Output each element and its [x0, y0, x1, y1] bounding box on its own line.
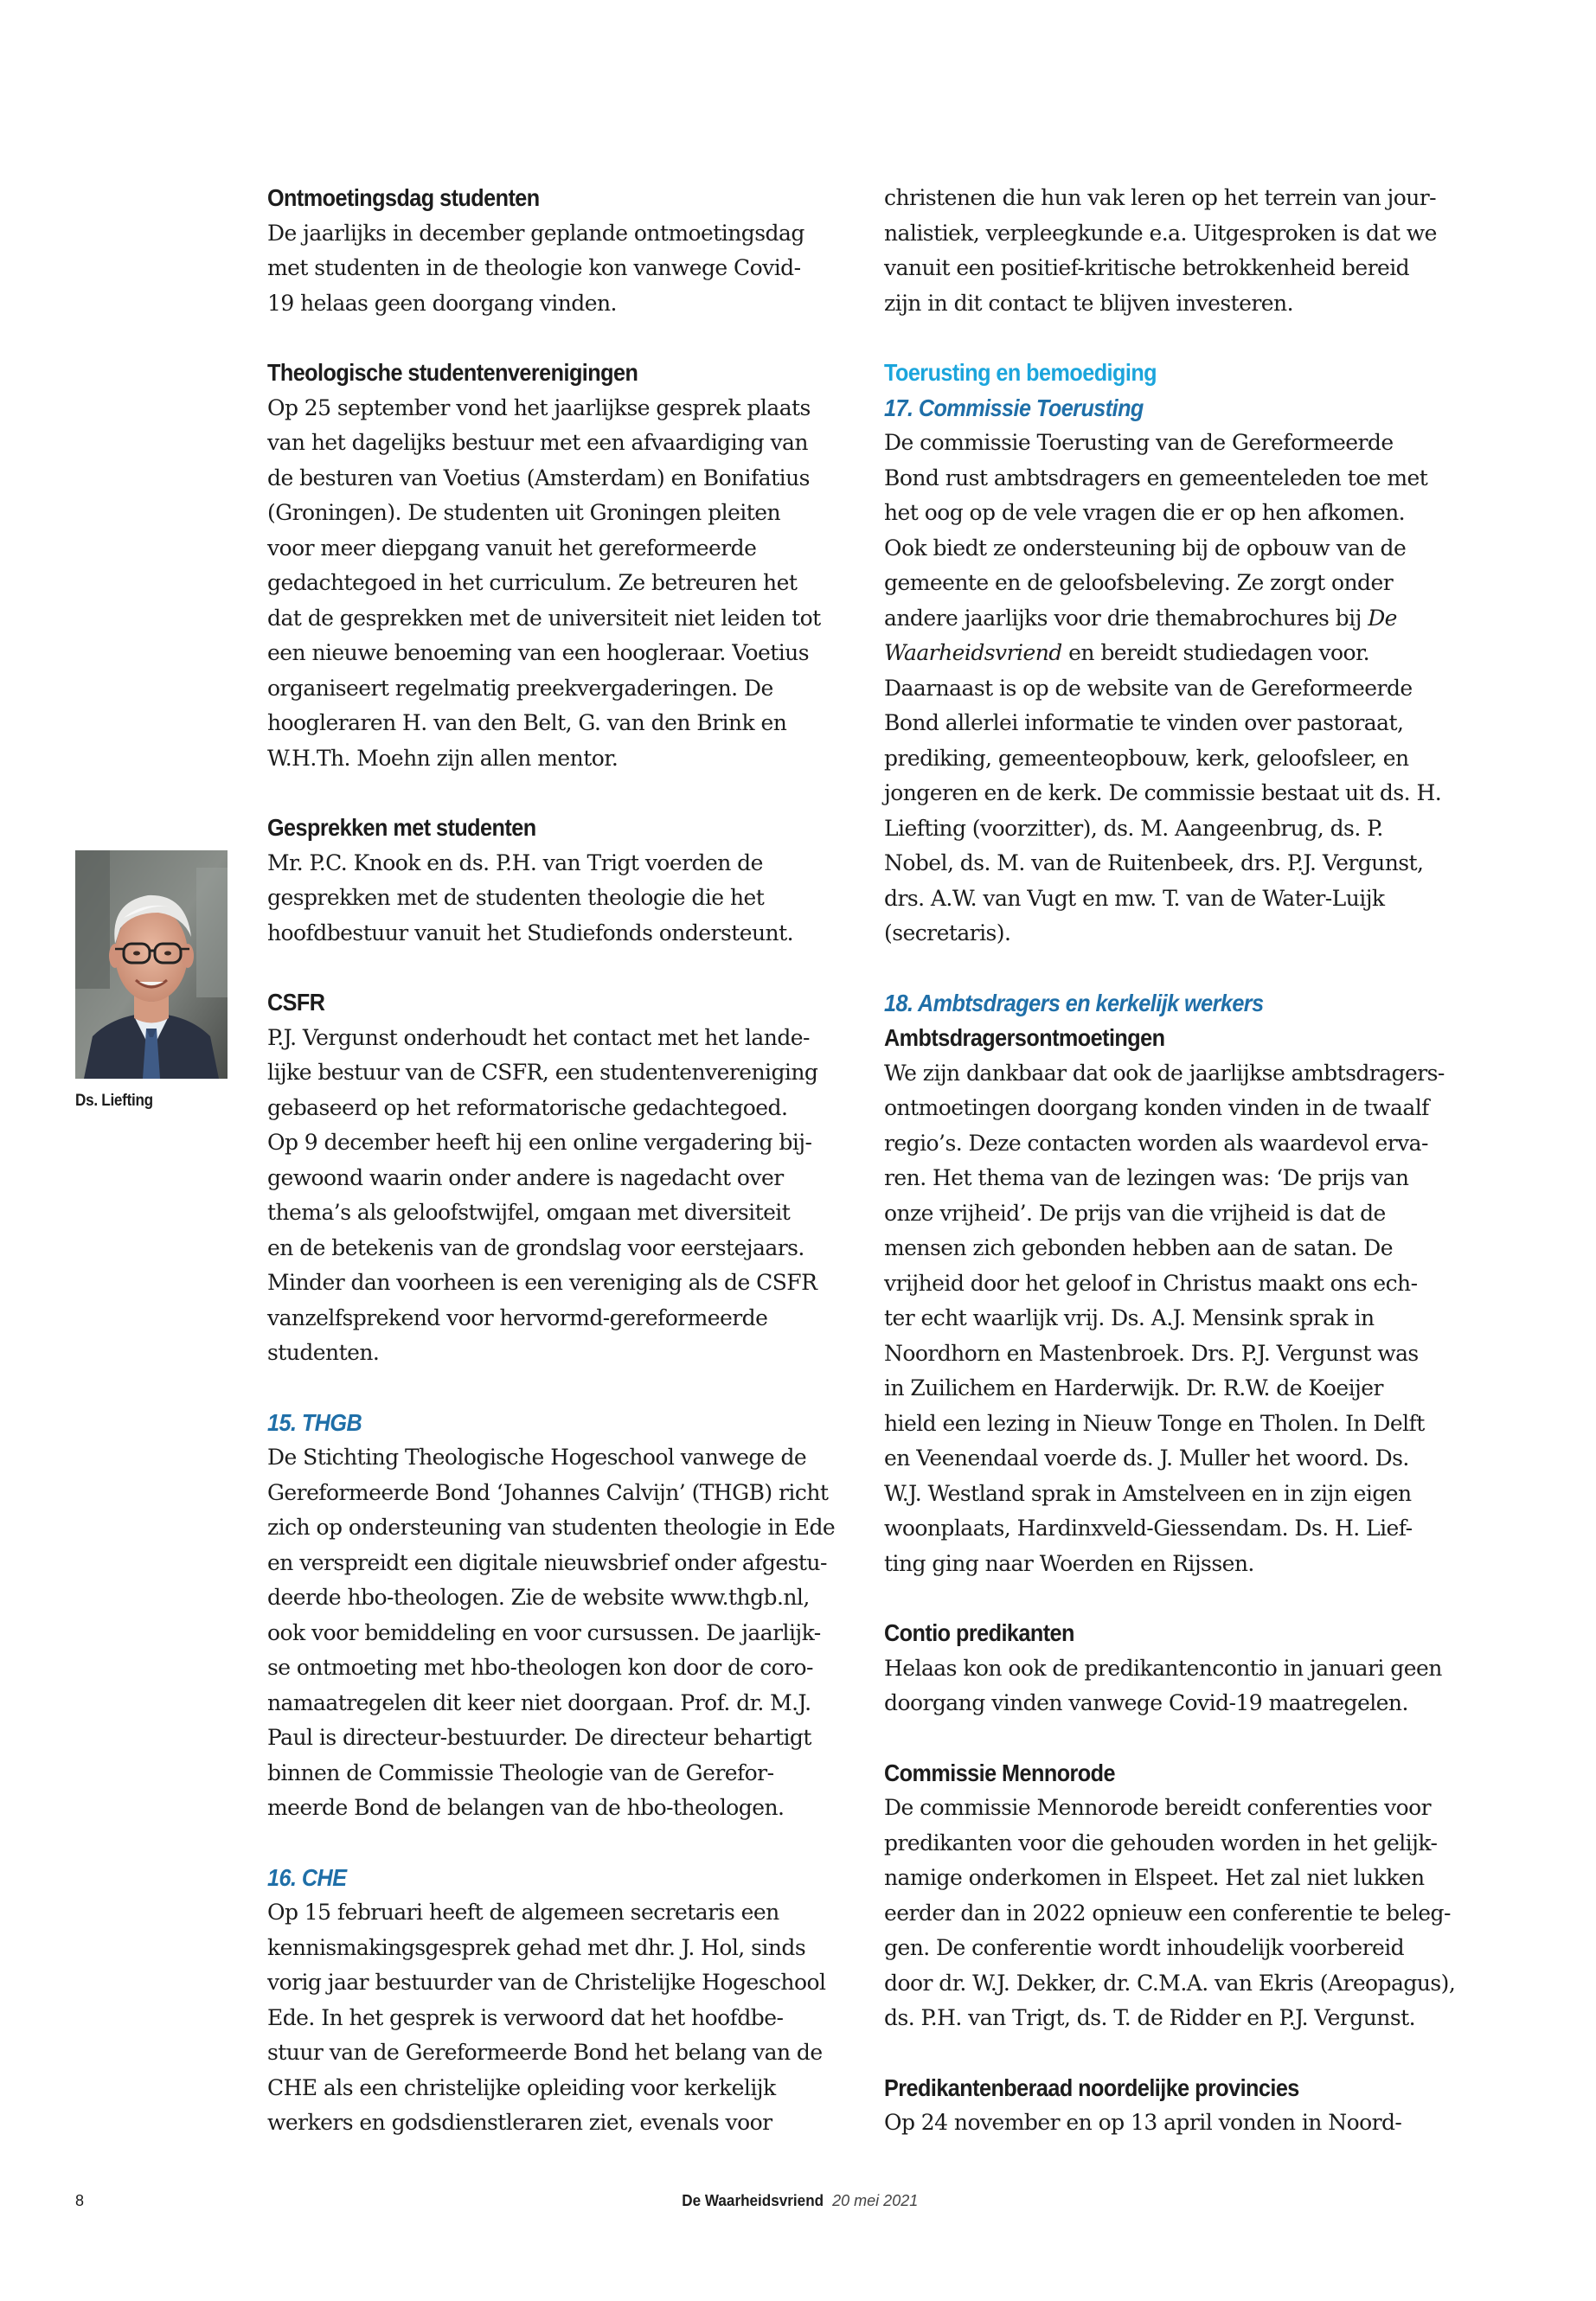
text-line: CHE als een christelijke opleiding voor kerkelijk [267, 2074, 776, 2100]
section-heading: Contio predikanten [884, 1619, 1074, 1646]
text-line: werkers en godsdienstleraren ziet, evenals voor [267, 2110, 772, 2135]
text-line: namaatregelen dit keer niet doorgaan. Prof. dr. M.J. [267, 1689, 811, 1715]
text-line: gewoond waarin onder andere is nagedacht over [267, 1164, 784, 1190]
text-line: namige onderkomen in Elspeet. Het zal niet lukken [884, 1865, 1425, 1890]
text-line: Mr. P.C. Knook en ds. P.H. van Trigt voerden de [267, 849, 763, 875]
section-heading: Ontmoetingsdag studenten [267, 184, 540, 211]
section-csfr [267, 985, 838, 1371]
section-heading: Predikantenberaad noordelijke provincies [884, 2073, 1299, 2101]
text-line: dat de gesprekken met de universiteit niet leiden tot [267, 605, 821, 631]
left-column [267, 181, 838, 2176]
section-thgb [267, 1406, 838, 1826]
text-line: Ook biedt ze ondersteuning bij de opbouw van de [884, 535, 1407, 561]
publication-title: Waarheidsvriend [884, 640, 1062, 665]
text-line: Paul is directeur-bestuurder. De directeur behartigt [267, 1725, 811, 1750]
text-line: ting ging naar Woerden en Rijssen. [884, 1550, 1254, 1576]
text-line-with-italic [884, 601, 1455, 637]
text-line: met studenten in de theologie kon vanwege Covid- [267, 255, 801, 280]
text-line: hoofdbestuur vanuit het Studiefonds ondersteunt. [267, 920, 793, 945]
text-line-with-italic [884, 636, 1455, 671]
text-line: ds. P.H. van Trigt, ds. T. de Ridder en P.J. Vergunst. [884, 2005, 1416, 2030]
text-line: van het dagelijks bestuur met een afvaardiging van [267, 430, 808, 455]
text-line: hoogleraren H. van den Belt, G. van den Brink en [267, 710, 787, 735]
text-line: Bond rust ambtsdragers en gemeenteleden toe met [884, 465, 1428, 490]
text-line: vorig jaar bestuurder van de Christelijke Hogeschool [267, 1970, 826, 1995]
section-ambtsdragers [884, 986, 1455, 1582]
text-line: binnen de Commissie Theologie van de Gerefor- [267, 1759, 774, 1785]
section-studentenverenigingen [267, 356, 838, 776]
text-line: Op 25 september vond het jaarlijkse gesprek plaats [267, 394, 811, 420]
category-heading: Toerusting en bemoediging [884, 359, 1157, 386]
photo-caption: Ds. Liefting [75, 1092, 153, 1110]
text-line: (Groningen). De studenten uit Groningen pleiten [267, 500, 781, 525]
publication-name: De Waarheidsvriend [682, 2192, 824, 2209]
publication-title: De [1368, 605, 1397, 631]
text-line: ter echt waarlijk vrij. Ds. A.J. Mensink sprak in [884, 1305, 1375, 1330]
text-line: door dr. W.J. Dekker, dr. C.M.A. van Ekris (Areopagus), [884, 1970, 1456, 1996]
issue-date: 20 mei 2021 [832, 2192, 919, 2209]
text-line: De jaarlijks in december geplande ontmoetingsdag [267, 220, 804, 246]
text-line: deerde hbo-theologen. Zie de website www.thgb.nl, [267, 1585, 810, 1610]
text-line: De commissie Toerusting van de Gereformeerde [884, 430, 1394, 455]
text-line: vanzelfsprekend voor hervormd-gereformeerde [267, 1304, 768, 1330]
text-line: De Stichting Theologische Hogeschool vanwege de [267, 1445, 807, 1470]
section-heading: CSFR [267, 989, 325, 1016]
text-line: organiseert regelmatig preekvergaderingen. De [267, 675, 773, 701]
section-predikantenberaad [884, 2071, 1455, 2141]
text-line: Daarnaast is op de website van de Gereformeerde [884, 675, 1413, 701]
text-line: meerde Bond de belangen van de hbo-theologen. [267, 1795, 785, 1820]
numbered-heading: 16. CHE [267, 1863, 347, 1891]
text-run: andere jaarlijks voor drie themabrochures bij [884, 605, 1368, 631]
text-line: ren. Het thema van de lezingen was: ‘De prijs van [884, 1165, 1409, 1190]
text-line: vanuit een positief-kritische betrokkenheid bereid [884, 255, 1410, 280]
text-line: zich op ondersteuning van studenten theologie in Ede [267, 1515, 836, 1540]
text-line: W.J. Westland sprak in Amstelveen en in zijn eigen [884, 1480, 1412, 1506]
text-run: en bereidt studiedagen voor. [1061, 640, 1370, 665]
text-line: We zijn dankbaar dat ook de jaarlijkse ambtsdragers- [884, 1060, 1445, 1086]
text-line: doorgang vinden vanwege Covid-19 maatregelen. [884, 1690, 1408, 1715]
text-line: kennismakingsgesprek gehad met dhr. J. Hol, sinds [267, 1934, 806, 1960]
text-line: gebaseerd op het reformatorische gedachtegoed. [267, 1094, 788, 1120]
section-heading: Commissie Mennorode [884, 1759, 1115, 1786]
text-line: hield een lezing in Nieuw Tonge en Tholen. In Delft [884, 1410, 1425, 1436]
text-line: voor meer diepgang vanuit het gereformeerde [267, 535, 757, 561]
section-che [267, 1861, 838, 2141]
text-line: (secretaris). [884, 920, 1011, 945]
text-line: een nieuwe benoeming van een hoogleraar. Voetius [267, 640, 810, 665]
page-footer [0, 2192, 1596, 2210]
text-line: jongeren en de kerk. De commissie bestaat uit ds. H. [884, 780, 1442, 805]
text-line: Helaas kon ook de predikantencontio in januari geen [884, 1655, 1442, 1681]
text-line: vrijheid door het geloof in Christus maakt ons ech- [884, 1270, 1418, 1296]
right-column [884, 181, 1455, 2176]
text-line: Minder dan voorheen is een vereniging als de CSFR [267, 1270, 817, 1295]
section-mennorode [884, 1756, 1455, 2036]
text-line: woonplaats, Hardinxveld-Giessendam. Ds. H. Lief- [884, 1516, 1413, 1541]
text-line: Ede. In het gesprek is verwoord dat het hoofdbe- [267, 2004, 784, 2030]
text-line: ontmoetingen doorgang konden vinden in de twaalf [884, 1095, 1429, 1120]
text-line: P.J. Vergunst onderhoudt het contact met het lande- [267, 1024, 810, 1050]
portrait-photo [75, 850, 228, 1079]
section-contio [884, 1616, 1455, 1721]
text-line: se ontmoeting met hbo-theologen kon door de coro- [267, 1655, 813, 1680]
text-line: stuur van de Gereformeerde Bond het belang van de [267, 2040, 823, 2065]
section-heading: Gesprekken met studenten [267, 814, 536, 841]
text-line: ook voor bemiddeling en voor cursussen. De jaarlijk- [267, 1619, 821, 1645]
text-line: Bond allerlei informatie te vinden over pastoraat, [884, 710, 1404, 735]
text-line: drs. A.W. van Vugt en mw. T. van de Water-Luijk [884, 885, 1385, 911]
text-line: Op 24 november en op 13 april vonden in Noord- [884, 2110, 1402, 2135]
text-line: Op 15 februari heeft de algemeen secretaris een [267, 1900, 779, 1925]
section-gesprekken-studenten [267, 811, 838, 951]
numbered-heading: 15. THGB [267, 1408, 362, 1436]
text-line: de besturen van Voetius (Amsterdam) en Bonifatius [267, 465, 810, 490]
text-line: predikanten voor die gehouden worden in het gelijk- [884, 1830, 1438, 1856]
text-line: en verspreidt een digitale nieuwsbrief onder afgestu- [267, 1549, 827, 1575]
text-line: het oog op de vele vragen die er op hen afkomen. [884, 500, 1406, 525]
text-line: Noordhorn en Mastenbroek. Drs. P.J. Vergunst was [884, 1340, 1419, 1366]
text-line: studenten. [267, 1340, 380, 1365]
text-line: zijn in dit contact te blijven investeren. [884, 290, 1293, 316]
text-line: regio’s. Deze contacten worden als waardevol erva- [884, 1130, 1428, 1156]
text-line: en Veenendaal voerde ds. J. Muller het woord. Ds. [884, 1445, 1409, 1471]
text-line: De commissie Mennorode bereidt conferenties voor [884, 1795, 1432, 1820]
text-line: gemeente en de geloofsbeleving. Ze zorgt onder [884, 570, 1394, 595]
text-line: gen. De conferentie wordt inhoudelijk voorbereid [884, 1935, 1405, 1960]
section-che-continued [884, 181, 1455, 321]
portrait-icon [75, 850, 228, 1079]
text-line: onze vrijheid’. De prijs van die vrijheid is dat de [884, 1200, 1386, 1226]
text-line: W.H.Th. Moehn zijn allen mentor. [267, 745, 619, 771]
text-line: nalistiek, verpleegkunde e.a. Uitgesproken is dat we [884, 220, 1437, 246]
text-line: eerder dan in 2022 opnieuw een conferentie te beleg- [884, 1900, 1451, 1926]
text-line: lijke bestuur van de CSFR, een studentenvereniging [267, 1060, 818, 1085]
section-heading: Ambtsdragersontmoetingen [884, 1024, 1165, 1051]
text-line: thema’s als geloofstwijfel, omgaan met diversiteit [267, 1200, 791, 1225]
text-line: Op 9 december heeft hij een online vergadering bij- [267, 1130, 812, 1155]
text-line: en de betekenis van de grondslag voor eerstejaars. [267, 1234, 804, 1260]
text-line: mensen zich gebonden hebben aan de satan. De [884, 1235, 1393, 1260]
text-line: in Zuilichem en Harderwijk. Dr. R.W. de Koeijer [884, 1375, 1383, 1400]
text-line: gesprekken met de studenten theologie die het [267, 885, 765, 910]
text-line: 19 helaas geen doorgang vinden. [267, 290, 617, 316]
text-line: Liefting (voorzitter), ds. M. Aangeenbrug, ds. P. [884, 815, 1383, 841]
page-number: 8 [75, 2192, 85, 2209]
section-ontmoetingsdag [267, 181, 838, 321]
numbered-heading: 17. Commissie Toerusting [884, 394, 1144, 421]
text-line: gedachtegoed in het curriculum. Ze betreuren het [267, 570, 798, 595]
text-line: Gereformeerde Bond ‘Johannes Calvijn’ (THGB) richt [267, 1479, 829, 1505]
text-line: christenen die hun vak leren op het terrein van jour- [884, 185, 1437, 210]
numbered-heading: 18. Ambtsdragers en kerkelijk werkers [884, 989, 1264, 1016]
text-line: prediking, gemeenteopbouw, kerk, geloofsleer, en [884, 745, 1409, 771]
text-line: Nobel, ds. M. van de Ruitenbeek, drs. P.J. Vergunst, [884, 850, 1424, 875]
section-heading: Theologische studentenverenigingen [267, 359, 638, 386]
section-commissie-toerusting [884, 356, 1455, 952]
